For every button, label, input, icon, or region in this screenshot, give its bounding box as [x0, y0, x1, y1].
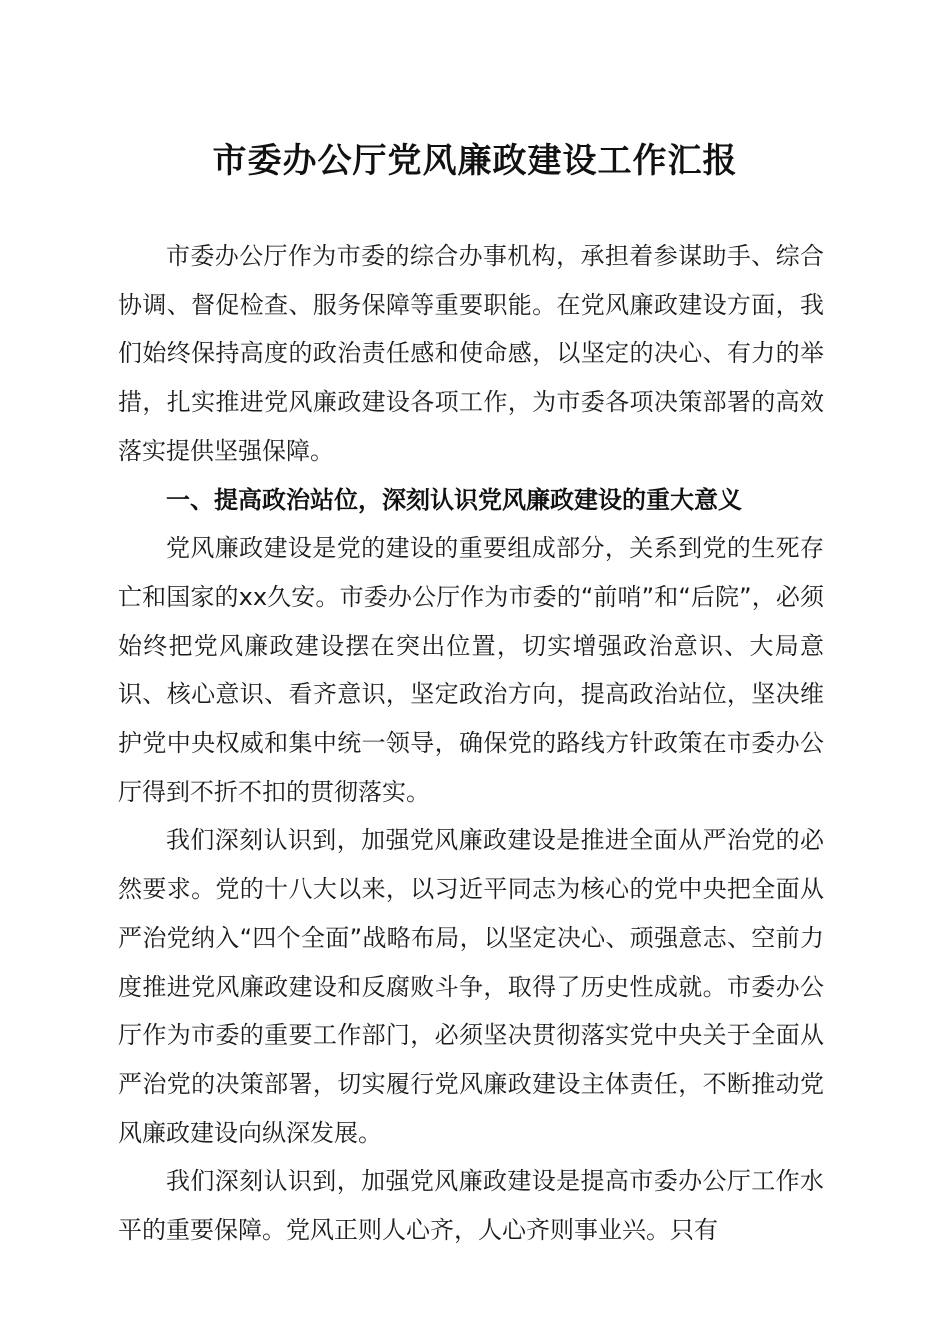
document-body	[118, 232, 824, 1255]
body-paragraph: 我们深刻认识到，加强党风廉政建设是提高市委办公厅工作水平的重要保障。党风正则人心齐，人心齐则事业兴。只有	[118, 1167, 824, 1245]
intro-paragraph: 市委办公厅作为市委的综合办事机构，承担着参谋助手、综合协调、督促检查、服务保障等重要职能。在党风廉政建设方面，我们始终保持高度的政治责任感和使命感，以坚定的决心、有力的举措，扎实推进党风廉政建设各项工作，为市委各项决策部署的高效落实提供坚强保障。	[118, 242, 824, 465]
document-title: 市委办公厅党风廉政建设工作汇报	[212, 141, 738, 181]
section-heading: 一、提高政治站位，深刻认识党风廉政建设的重大意义	[166, 485, 742, 514]
body-paragraph: 党风廉政建设是党的建设的重要组成部分，关系到党的生死存亡和国家的xx久安。市委办公厅作为市委的“前哨”和“后院”，必须始终把党风廉政建设摆在突出位置，切实增强政治意识、大局意识、核心意识、看齐意识，坚定政治方向，提高政治站位，坚决维护党中央权威和集中统一领导，确保党的路线方针政策在市委办公厅得到不折不扣的贯彻落实。	[118, 534, 824, 806]
body-paragraph: 我们深刻认识到，加强党风廉政建设是推进全面从严治党的必然要求。党的十八大以来，以习近平同志为核心的党中央把全面从严治党纳入“四个全面”战略布局，以坚定决心、顽强意志、空前力度推进党风廉政建设和反腐败斗争，取得了历史性成就。市委办公厅作为市委的重要工作部门，必须坚决贯彻落实党中央关于全面从严治党的决策部署，切实履行党风廉政建设主体责任，不断推动党风廉政建设向纵深发展。	[118, 826, 824, 1147]
